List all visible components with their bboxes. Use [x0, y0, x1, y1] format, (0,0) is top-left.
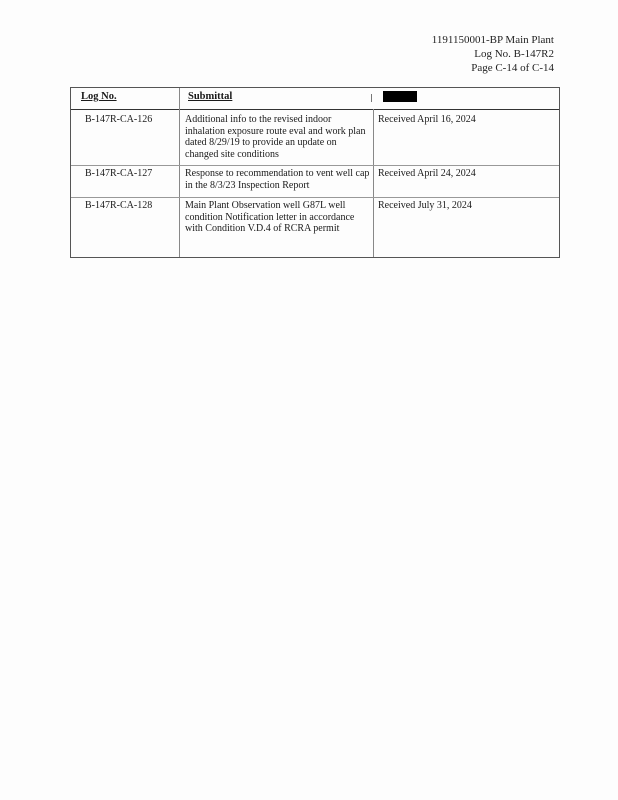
- submittal-cell: Main Plant Observation well G87L well condition Notification letter in accordance with Condition V.D.4 of RCRA permit: [185, 200, 355, 234]
- status-cell: Received July 31, 2024: [378, 200, 472, 211]
- facility-id: 1191150001-BP Main Plant: [431, 34, 554, 46]
- submittal-cell: Additional info to the revised indoor inhalation exposure route eval and work plan dated 8/29/19 to provide an update on changed site conditions: [185, 114, 366, 160]
- log-no-cell: B-147R-CA-128: [85, 200, 153, 211]
- redaction-box: [383, 91, 417, 102]
- log-number: Log No. B-147R2: [474, 48, 554, 60]
- page-header: [432, 33, 554, 75]
- table-row: [71, 196, 559, 256]
- status-cell: Received April 24, 2024: [378, 168, 476, 179]
- header-divider-mark: [371, 94, 372, 102]
- page-number: Page C-14 of C-14: [471, 62, 554, 74]
- table-row: [71, 164, 559, 196]
- table-header-row: [71, 88, 559, 110]
- table-row: [71, 110, 559, 160]
- log-no-cell: B-147R-CA-126: [85, 114, 153, 125]
- submittal-cell: Response to recommendation to vent well cap in the 8/3/23 Inspection Report: [185, 168, 370, 191]
- status-cell: Received April 16, 2024: [378, 114, 476, 125]
- log-no-cell: B-147R-CA-127: [85, 168, 153, 179]
- column-header-submittal: Submittal: [188, 91, 233, 102]
- submittal-log-table: [70, 87, 560, 258]
- column-header-log-no: Log No.: [81, 91, 117, 102]
